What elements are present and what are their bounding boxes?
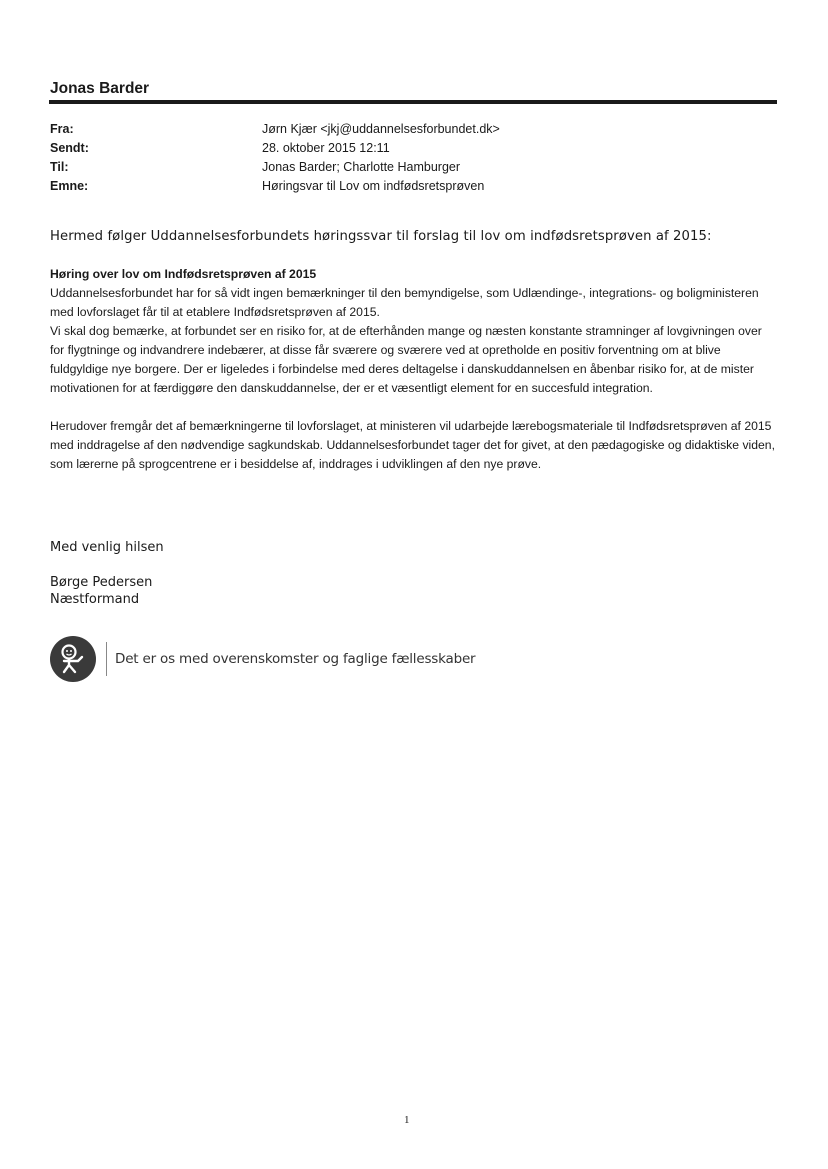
meta-label: Fra: <box>50 122 74 136</box>
header-divider <box>49 100 777 104</box>
meta-row-to <box>50 158 750 177</box>
signer-name: Børge Pedersen <box>50 575 153 590</box>
meta-value-to: Jonas Barder; Charlotte Hamburger <box>262 160 461 174</box>
signer-title: Næstformand <box>50 592 140 607</box>
meta-label: Sendt: <box>50 141 89 155</box>
body-paragraph-3: Herudover fremgår det af bemærkningerne til lovforslaget, at ministeren vil udarbejde lærebogsmateriale til Indfødsretsprøven af 2015 med inddragelse af den nødvendige sagkundskab. Uddannelsesforbundet tager det for givet, at den pædagogiske og didaktiske viden, som lærerne på sprogcentrene er i besiddelse af, inddrages i udviklingen af den nye prøve. <box>50 419 775 471</box>
logo-divider <box>106 642 107 676</box>
body-paragraph-1: Uddannelsesforbundet har for så vidt ingen bemærkninger til den bemyndigelse, som Udlændinge-, integrations- og boligministeren med lovforslaget får til at etablere Indfødsretsprøven af 2015. <box>50 286 759 319</box>
meta-row-sent <box>50 139 750 158</box>
meta-label: Til: <box>50 160 69 174</box>
sender-name-title: Jonas Barder <box>50 80 150 97</box>
body-heading: Høring over lov om Indfødsretsprøven af 2015 <box>50 267 317 281</box>
page-number: 1 <box>404 1114 410 1126</box>
body-paragraph-2: Vi skal dog bemærke, at forbundet ser en risiko for, at de efterhånden mange og næsten konstante stramninger af lovgivningen over for flygtninge og indvandrere indebærer, at disse får sværere og sværere ved at opretholde en positiv forventning om at blive fuldgyldige nye borgere. Der er ligeledes i forbindelse med deres deltagelse i danskuddannelsen en åbenbar risiko for, at de mister motivationen for at færdiggøre den danskuddannelse, der er et væsentligt element for en succesfuld integration. <box>50 324 762 395</box>
meta-value-from: Jørn Kjær <jkj@uddannelsesforbundet.dk> <box>262 122 500 136</box>
email-meta-block <box>50 120 750 196</box>
meta-value-sent: 28. oktober 2015 12:11 <box>262 141 390 155</box>
meta-label: Emne: <box>50 179 89 193</box>
signature-block <box>50 574 152 608</box>
logo-tagline: Det er os med overenskomster og faglige fællesskaber <box>115 651 476 667</box>
union-mascot-icon <box>50 636 96 682</box>
meta-value-subject: Høringsvar til Lov om indfødsretsprøven <box>262 179 485 193</box>
letter-body <box>50 265 778 474</box>
organization-logo <box>50 635 475 683</box>
meta-row-from <box>50 120 750 139</box>
intro-text: Hermed følger Uddannelsesforbundets høringssvar til forslag til lov om indfødsretsprøven af 2015: <box>50 229 712 244</box>
meta-row-subject <box>50 177 750 196</box>
closing-greeting: Med venlig hilsen <box>50 540 164 555</box>
